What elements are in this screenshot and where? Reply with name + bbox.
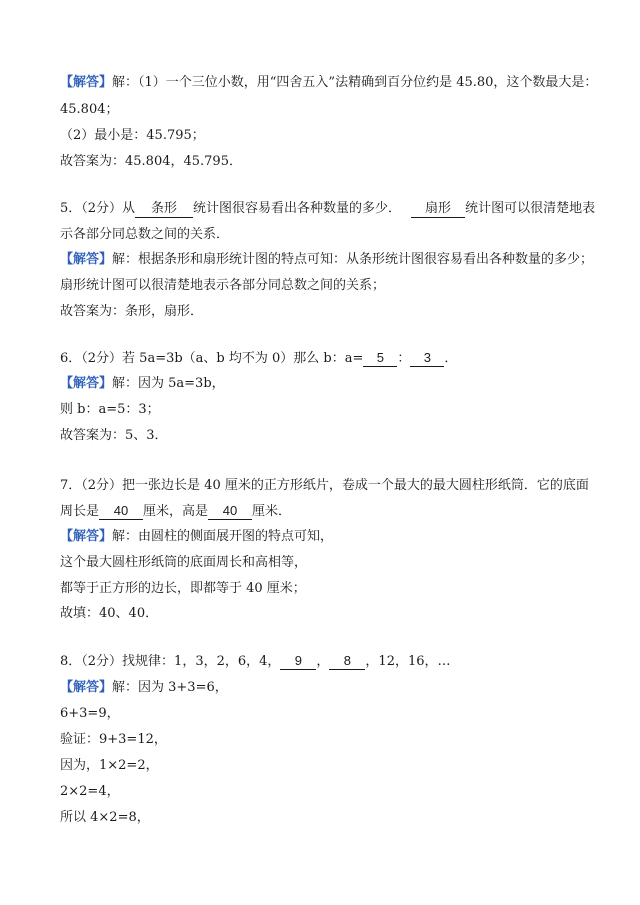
- q4-answer-text-1: 解：（1）一个三位小数，用“四舍五入”法精确到百分位约是 45.80，这个数最大是：: [112, 75, 598, 90]
- q4-answer-line-2: 45.804；: [60, 102, 119, 117]
- q7-question-suffix: 厘米．: [252, 504, 292, 519]
- q5-answer-line-1: [60, 251, 593, 269]
- answer-tag: 【解答】: [60, 529, 113, 544]
- q8-answer-line-4: 因为，1×2=2，: [60, 758, 159, 773]
- q6-blank-1: 5: [363, 350, 397, 367]
- q8-answer-line-1: [60, 679, 228, 697]
- q8-question-line-1: [60, 653, 451, 671]
- q7-answer-text-1: 解：由圆柱的侧面展开图的特点可知，: [112, 529, 334, 544]
- q7-blank-2: 40: [208, 503, 252, 520]
- answer-tag: 【解答】: [60, 376, 113, 391]
- q6-answer-line-2: 则 b：a=5：3；: [60, 402, 160, 417]
- q6-answer-line-3: 故答案为：5、3．: [60, 428, 168, 443]
- q7-question-line-1: 7．（2分）把一张边长是 40 厘米的正方形纸片，卷成一个最大的最大圆柱形纸筒．它的底面: [60, 478, 589, 493]
- q6-blank-2: 3: [410, 350, 444, 367]
- q8-question-prefix: 8．（2分）找规律：1，3，2，6，4，: [60, 654, 281, 669]
- q5-question-middle: 统计图很容易看出各种数量的多少．: [193, 201, 402, 216]
- q8-answer-line-6: 所以 4×2=8，: [60, 810, 150, 825]
- q6-answer-text-1: 解：因为 5a=3b，: [112, 376, 225, 391]
- q5-blank-2: 扇形: [411, 201, 465, 218]
- q8-answer-text-1: 解：因为 3+3=6，: [112, 680, 228, 695]
- q6-question-suffix: ．: [444, 351, 458, 366]
- q8-answer-line-3: 验证：9+3=12，: [60, 732, 167, 747]
- q8-question-suffix: ，12，16，…: [365, 654, 451, 669]
- q6-question-prefix: 6．（2分）若 5a=3b（a、b 均不为 0）那么 b：a=: [60, 351, 364, 366]
- q4-answer-line-1: [60, 74, 597, 92]
- q7-answer-line-4: 故填：40、40．: [60, 606, 159, 621]
- q4-answer-line-3: （2）最小是：45.795；: [60, 128, 205, 143]
- q8-separator: ，: [316, 654, 330, 669]
- q5-question-prefix: 5．（2分）从: [60, 201, 136, 216]
- q4-answer-line-4: 故答案为：45.804，45.795．: [60, 154, 242, 169]
- q5-blank-1: 条形: [135, 201, 193, 218]
- q8-blank-1: 9: [280, 653, 316, 670]
- q7-question-middle: 厘米，高是: [143, 504, 209, 519]
- q5-answer-line-3: 故答案为：条形，扇形．: [60, 304, 204, 319]
- q7-question-prefix: 周长是: [60, 504, 100, 519]
- q5-question-line-1: [60, 200, 595, 218]
- q5-answer-line-2: 扇形统计图可以很清楚地表示各部分同总数之间的关系；: [60, 278, 386, 293]
- q5-answer-text-1: 解：根据条形和扇形统计图的特点可知：从条形统计图很容易看出各种数量的多少；: [112, 252, 594, 267]
- q7-answer-line-3: 都等于正方形的边长，即都等于 40 厘米；: [60, 581, 306, 596]
- q7-blank-1: 40: [99, 503, 143, 520]
- q5-question-line-2: 示各部分同总数之间的关系．: [60, 227, 230, 242]
- answer-tag: 【解答】: [60, 252, 113, 267]
- q6-colon: ：: [397, 351, 411, 366]
- q7-answer-line-1: [60, 528, 333, 546]
- q5-question-suffix: 统计图可以很清楚地表: [465, 201, 596, 216]
- q6-answer-line-1: [60, 375, 225, 393]
- q8-blank-2: 8: [329, 653, 365, 670]
- q7-question-line-2: [60, 503, 291, 521]
- q8-answer-line-5: 2×2=4，: [60, 784, 120, 799]
- q8-answer-line-2: 6+3=9，: [60, 706, 120, 721]
- answer-tag: 【解答】: [60, 680, 113, 695]
- answer-tag: 【解答】: [60, 75, 113, 90]
- q6-question-line-1: [60, 350, 457, 368]
- q7-answer-line-2: 这个最大圆柱形纸筒的底面周长和高相等，: [60, 555, 308, 570]
